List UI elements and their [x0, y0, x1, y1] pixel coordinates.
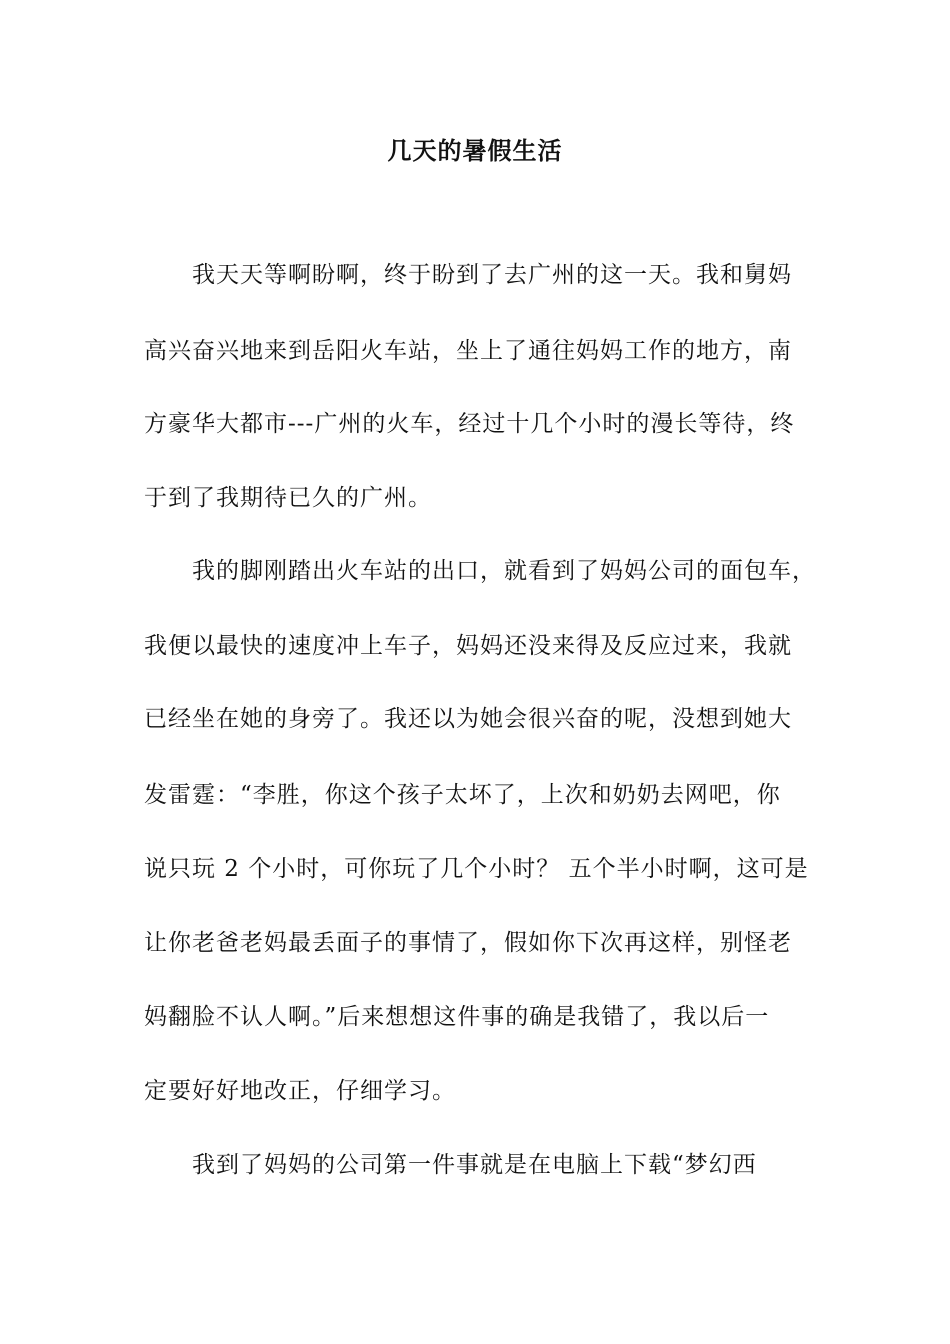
paragraph-2-line-3: 已经坐在她的身旁了。我还以为她会很兴奋的呢，没想到她大	[144, 706, 792, 732]
document-title: 几天的暑假生活	[387, 136, 563, 165]
paragraph-3-line-1: 我到了妈妈的公司第一件事就是在电脑上下载“梦幻西	[192, 1152, 757, 1178]
paragraph-2-line-2: 我便以最快的速度冲上车子，妈妈还没来得及反应过来，我就	[144, 633, 792, 659]
paragraph-2-line-1: 我的脚刚踏出火车站的出口，就看到了妈妈公司的面包车，	[192, 558, 816, 584]
paragraph-2-line-5: 说只玩 2 个小时，可你玩了几个小时？ 五个半小时啊，这可是	[144, 856, 809, 882]
paragraph-2-line-4: 发雷霆：“李胜，你这个孩子太坏了，上次和奶奶去网吧，你	[144, 782, 781, 808]
paragraph-2-line-7: 妈翻脸不认人啊。”后来想想这件事的确是我错了，我以后一	[144, 1004, 770, 1030]
paragraph-2-line-8: 定要好好地改正，仔细学习。	[144, 1078, 456, 1104]
paragraph-1-line-3: 方豪华大都市---广州的火车，经过十几个小时的漫长等待，终	[144, 411, 795, 437]
paragraph-1-line-1: 我天天等啊盼啊，终于盼到了去广州的这一天。我和舅妈	[192, 262, 792, 288]
paragraph-2-line-6: 让你老爸老妈最丢面子的事情了，假如你下次再这样，别怪老	[144, 930, 792, 956]
paragraph-1-line-4: 于到了我期待已久的广州。	[144, 485, 432, 511]
paragraph-1-line-2: 高兴奋兴地来到岳阳火车站，坐上了通往妈妈工作的地方，南	[144, 338, 792, 364]
